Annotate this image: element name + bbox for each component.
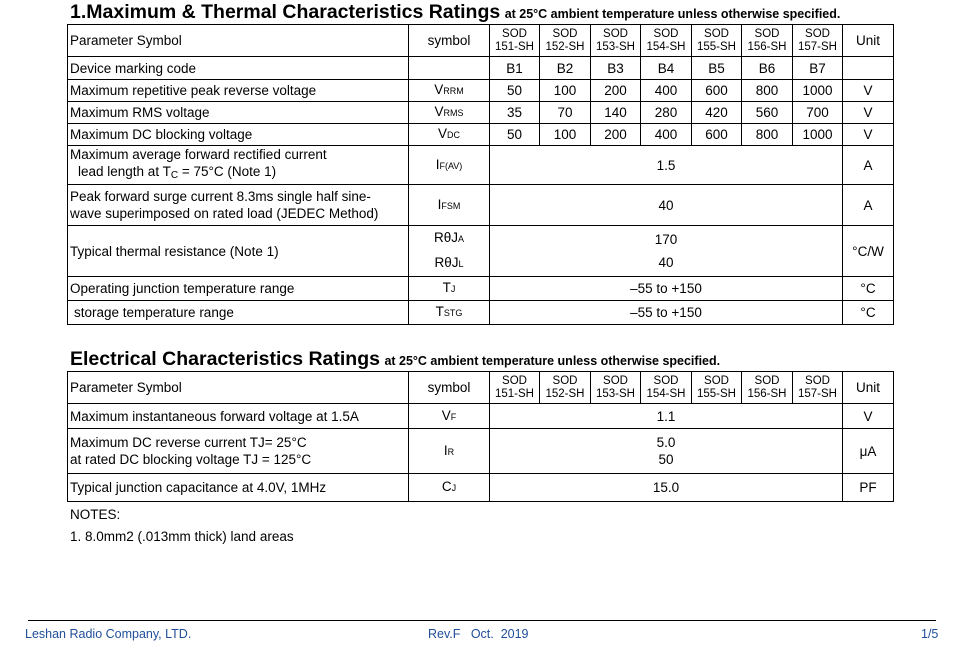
unit-cell: V [843, 80, 894, 102]
value-cell: –55 to +150 [490, 301, 843, 325]
unit-cell: A [843, 146, 894, 185]
header-part: SOD 157-SH [793, 372, 843, 404]
unit-cell [843, 57, 894, 80]
table2-header-row [68, 372, 894, 404]
unit-cell: °C [843, 301, 894, 325]
row-label: Maximum instantaneous forward voltage at 1.5A [68, 404, 409, 429]
symbol-cell: CJ [409, 474, 490, 502]
value-cell: B7 [793, 57, 843, 80]
symbol-cell: RθJA RθJL [409, 226, 490, 277]
value-cell: 50 [490, 124, 540, 146]
value-cell: 5.0 50 [490, 429, 843, 474]
footer-revision: Rev.F Oct. 2019 [428, 627, 529, 641]
value-cell: 280 [641, 102, 692, 124]
row-label: storage temperature range [68, 301, 409, 325]
header-part: SOD 156-SH [742, 372, 793, 404]
symbol-cell [409, 57, 490, 80]
row-label: Maximum DC blocking voltage [68, 124, 409, 146]
value-cell: 1.1 [490, 404, 843, 429]
header-part: SOD 153-SH [591, 25, 641, 57]
value-cell: 140 [591, 102, 641, 124]
header-part: SOD 152-SH [540, 25, 591, 57]
table-row [68, 226, 894, 277]
header-part: SOD 154-SH [641, 25, 692, 57]
symbol-cell: VRMS [409, 102, 490, 124]
header-param: Parameter Symbol [68, 372, 409, 404]
header-part: SOD 151-SH [490, 372, 540, 404]
table-row [68, 404, 894, 429]
value-cell: 700 [793, 102, 843, 124]
section1-heading [70, 1, 840, 24]
header-part: SOD 156-SH [742, 25, 793, 57]
table-row [68, 185, 894, 226]
unit-cell: V [843, 102, 894, 124]
value-cell: 420 [692, 102, 742, 124]
section1-subtitle: at 25°C ambient temperature unless otherwise specified. [504, 7, 841, 21]
header-unit: Unit [843, 25, 894, 57]
header-part: SOD 157-SH [793, 25, 843, 57]
value-cell: 400 [641, 80, 692, 102]
table-row [68, 277, 894, 301]
value-cell: 200 [591, 80, 641, 102]
footer-page-number: 1/5 [921, 627, 939, 641]
value-cell: 1000 [793, 124, 843, 146]
table-row [68, 80, 894, 102]
unit-cell: A [843, 185, 894, 226]
header-part: SOD 151-SH [490, 25, 540, 57]
section2-title: Electrical Characteristics Ratings [70, 348, 380, 370]
section2-heading [70, 348, 720, 371]
symbol-cell: IR [409, 429, 490, 474]
table-row [68, 429, 894, 474]
row-label: Operating junction temperature range [68, 277, 409, 301]
value-cell: 600 [692, 80, 742, 102]
row-label: Peak forward surge current 8.3ms single half sine- wave superimposed on rated load (JEDEC Method) [68, 185, 409, 226]
value-cell: B3 [591, 57, 641, 80]
value-cell: 560 [742, 102, 793, 124]
symbol-cell: VDC [409, 124, 490, 146]
row-label: Maximum DC reverse current TJ= 25°C at rated DC blocking voltage TJ = 125°C [68, 429, 409, 474]
footer-company: Leshan Radio Company, LTD. [25, 627, 192, 641]
value-cell: 50 [490, 80, 540, 102]
header-symbol: symbol [409, 372, 490, 404]
value-cell: B6 [742, 57, 793, 80]
notes-title: NOTES: [70, 507, 121, 522]
unit-cell: V [843, 404, 894, 429]
header-unit: Unit [843, 372, 894, 404]
unit-cell: °C [843, 277, 894, 301]
row-label: Maximum average forward rectified current lead length at TC = 75°C (Note 1) [68, 146, 409, 185]
value-cell: 100 [540, 80, 591, 102]
symbol-cell: TSTG [409, 301, 490, 325]
value-cell: 800 [742, 124, 793, 146]
symbol-cell: VF [409, 404, 490, 429]
value-cell: 1.5 [490, 146, 843, 185]
table1-header-row [68, 25, 894, 57]
value-cell: 15.0 [490, 474, 843, 502]
value-cell: 100 [540, 124, 591, 146]
value-cell: 40 [490, 185, 843, 226]
section2-subtitle: at 25°C ambient temperature unless otherwise specified. [384, 354, 721, 368]
electrical-ratings-table [67, 371, 894, 502]
table-row [68, 146, 894, 185]
header-part: SOD 153-SH [591, 372, 641, 404]
table-row [68, 102, 894, 124]
symbol-cell: VRRM [409, 80, 490, 102]
header-part: SOD 155-SH [692, 372, 742, 404]
symbol-cell: IF(AV) [409, 146, 490, 185]
value-cell: 1000 [793, 80, 843, 102]
table-row [68, 124, 894, 146]
header-part: SOD 154-SH [641, 372, 692, 404]
value-cell: 800 [742, 80, 793, 102]
symbol-cell: IFSM [409, 185, 490, 226]
header-part: SOD 155-SH [692, 25, 742, 57]
symbol-cell: TJ [409, 277, 490, 301]
unit-cell: °C/W [843, 226, 894, 277]
unit-cell: V [843, 124, 894, 146]
value-cell: B1 [490, 57, 540, 80]
header-param: Parameter Symbol [68, 25, 409, 57]
table-row [68, 474, 894, 502]
footer-divider [28, 620, 936, 621]
unit-cell: PF [843, 474, 894, 502]
max-thermal-ratings-table [67, 24, 894, 325]
value-cell: B2 [540, 57, 591, 80]
header-symbol: symbol [409, 25, 490, 57]
section1-title: 1.Maximum & Thermal Characteristics Ratings [70, 1, 501, 23]
row-label: Typical junction capacitance at 4.0V, 1MHz [68, 474, 409, 502]
row-label: Device marking code [68, 57, 409, 80]
value-cell: B4 [641, 57, 692, 80]
value-cell: 200 [591, 124, 641, 146]
table-row [68, 301, 894, 325]
value-cell: 600 [692, 124, 742, 146]
row-label: Maximum RMS voltage [68, 102, 409, 124]
value-cell: 35 [490, 102, 540, 124]
row-label: Typical thermal resistance (Note 1) [68, 226, 409, 277]
table-row [68, 57, 894, 80]
value-cell: 400 [641, 124, 692, 146]
note-item: 1. 8.0mm2 (.013mm thick) land areas [70, 529, 294, 544]
value-cell: –55 to +150 [490, 277, 843, 301]
value-cell: B5 [692, 57, 742, 80]
header-part: SOD 152-SH [540, 372, 591, 404]
unit-cell: μA [843, 429, 894, 474]
value-cell: 170 40 [490, 226, 843, 277]
value-cell: 70 [540, 102, 591, 124]
row-label: Maximum repetitive peak reverse voltage [68, 80, 409, 102]
